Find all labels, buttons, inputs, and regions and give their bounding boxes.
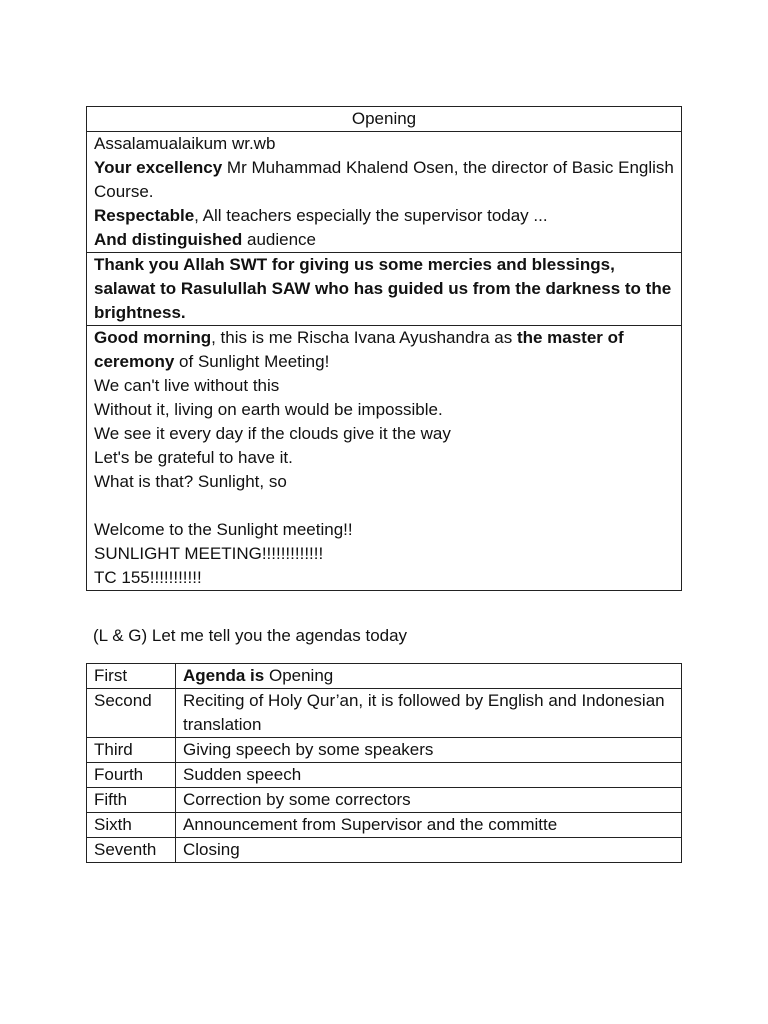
table-row <box>87 813 682 838</box>
shout-line: TC 155!!!!!!!!!!! <box>94 568 202 587</box>
agenda-table <box>86 663 682 863</box>
respectable-line <box>94 204 674 228</box>
agenda-item-text: Opening <box>264 666 334 685</box>
opening-table <box>86 106 682 591</box>
thanks-cell <box>87 253 682 326</box>
agenda-ordinal: Fifth <box>87 788 176 813</box>
opening-header-row <box>87 107 682 132</box>
table-row <box>87 664 682 689</box>
morning-line <box>94 326 674 374</box>
intro-line: Without it, living on earth would be impossible. <box>94 400 443 419</box>
distinguished-bold: And distinguished <box>94 230 243 249</box>
intro-line: We can't live without this <box>94 376 280 395</box>
distinguished-text: audience <box>242 230 317 249</box>
agenda-ordinal: First <box>87 664 176 689</box>
excellency-bold: Your excellency <box>94 158 223 177</box>
agenda-ordinal: Fourth <box>87 763 176 788</box>
agenda-item: Announcement from Supervisor and the committe <box>176 813 682 838</box>
opening-header: Opening <box>87 107 682 132</box>
table-row <box>87 788 682 813</box>
thanks-text: Thank you Allah SWT for giving us some mercies and blessings, salawat to Rasulullah SAW who has guided us from the darkness to the brightness. <box>94 255 672 322</box>
greeting-cell <box>87 132 682 253</box>
agenda-item-bold: Agenda is <box>183 666 265 685</box>
respectable-text: , All teachers especially the supervisor today ... <box>194 206 548 225</box>
agenda-ordinal: Sixth <box>87 813 176 838</box>
salam-line: Assalamualaikum wr.wb <box>94 134 276 153</box>
agenda-ordinal: Seventh <box>87 838 176 863</box>
respectable-bold: Respectable <box>94 206 195 225</box>
table-row <box>87 838 682 863</box>
morning-text: , this is me Rischa Ivana Ayushandra as <box>211 328 517 347</box>
agenda-ordinal: Second <box>87 689 176 738</box>
shout-line: SUNLIGHT MEETING!!!!!!!!!!!!! <box>94 544 324 563</box>
agenda-item: Reciting of Holy Qur’an, it is followed by English and Indonesian translation <box>176 689 682 738</box>
excellency-line <box>94 156 674 204</box>
master-text: of Sunlight Meeting! <box>174 352 330 371</box>
agenda-item: Giving speech by some speakers <box>176 738 682 763</box>
agenda-item <box>176 664 682 689</box>
morning-bold: Good morning <box>94 328 212 347</box>
agenda-intro: (L & G) Let me tell you the agendas today <box>93 626 408 645</box>
intro-row <box>87 326 682 591</box>
table-row <box>87 738 682 763</box>
table-row <box>87 763 682 788</box>
blank-line <box>94 494 674 518</box>
master-bold: the master of ceremony <box>94 328 624 371</box>
intro-line: Let's be grateful to have it. <box>94 448 293 467</box>
table-row <box>87 689 682 738</box>
greeting-row <box>87 132 682 253</box>
welcome-line: Welcome to the Sunlight meeting!! <box>94 520 353 539</box>
intro-line: What is that? Sunlight, so <box>94 472 287 491</box>
distinguished-line <box>94 228 674 252</box>
agenda-item: Closing <box>176 838 682 863</box>
excellency-text: Mr Muhammad Khalend Osen, the director of Basic English Course. <box>94 158 674 201</box>
thanks-row <box>87 253 682 326</box>
agenda-item: Correction by some correctors <box>176 788 682 813</box>
agenda-ordinal: Third <box>87 738 176 763</box>
intro-line: We see it every day if the clouds give it the way <box>94 424 451 443</box>
intro-cell <box>87 326 682 591</box>
agenda-item: Sudden speech <box>176 763 682 788</box>
